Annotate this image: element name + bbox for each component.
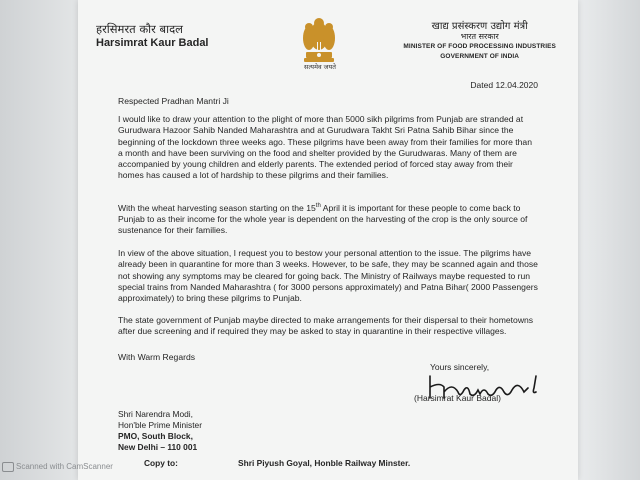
ordinal-suffix: th	[315, 203, 321, 209]
govt-hindi: भारत सरकार	[460, 32, 499, 41]
recipient-address	[118, 409, 202, 453]
letter-page	[78, 0, 578, 480]
office-header	[403, 22, 556, 62]
background-right	[570, 0, 640, 480]
sender-name-hindi: हरसिमरत कौर बादल	[96, 22, 183, 36]
paragraph-2-end: April it is important for these people to come back to Punjab to as their income for the whole year is dependent on the harvesting of the crop is the only source of sustenance for their families.	[118, 202, 528, 236]
letter-date: Dated 12.04.2020	[470, 80, 538, 90]
closing-regards: With Warm Regards	[118, 352, 196, 362]
office-hindi: खाद्य प्रसंस्करण उद्योग मंत्री	[431, 21, 528, 32]
salutation: Respected Pradhan Mantri Ji	[118, 96, 229, 106]
watermark-text: Scanned with CamScanner	[16, 462, 113, 472]
copy-to-label: Copy to:	[144, 458, 178, 468]
office-english: MINISTER OF FOOD PROCESSING INDUSTRIES	[403, 43, 556, 50]
scanner-watermark	[2, 462, 113, 472]
signatory-name: (Harsimrat Kaur Badal)	[414, 393, 501, 403]
yours-sincerely: Yours sincerely,	[430, 362, 490, 372]
paragraph-4	[118, 315, 538, 338]
recipient-line-3: PMO, South Block,	[118, 431, 193, 441]
copy-to-recipient: Shri Piyush Goyal, Honble Railway Minster.	[238, 458, 411, 468]
paragraph-2-start: With the wheat harvesting season starting on the 15	[118, 202, 316, 213]
background-left	[0, 0, 90, 480]
paragraph-3-text: In view of the above situation, I request you to bestow your personal attention to the issue. The pilgrims have already been in quarantine for more than 3 weeks. However, to be safe, they may be scanned again and those not showing any symptoms may be cleared for going back. The Ministry of Railways maybe requested to run special trains from Nanded Maharashtra ( for 3000 persons approximately) and Patna Bihar( 2000 Passengers approximately) to bring these pilgrims to Punjab.	[118, 248, 538, 304]
govt-english: GOVERNMENT OF INDIA	[440, 53, 520, 60]
paragraph-3	[118, 248, 538, 304]
sender-header	[96, 22, 209, 50]
camera-icon	[2, 462, 14, 472]
emblem-motto: सत्यमेव जयते	[304, 63, 336, 71]
recipient-line-2: Hon'ble Prime Minister	[118, 420, 202, 430]
paragraph-4-text: The state government of Punjab maybe directed to make arrangements for their dispersal to their hometowns after due screening and if required they may be asked to stay in quarantine in their respective villages.	[118, 315, 534, 337]
paragraph-1-text: I would like to draw your attention to the plight of more than 5000 sikh pilgrims from Punjab are stranded at Gurudwara Hazoor Sahib Nanded Maharashtra and at Gurudwara Takht Sri Patna Sahib Bihar since the beginning of the lockdown three weeks ago. These pilgrims have been away from their families for more than a month and have been surviving on the food and shelter provided by the Gurudwaras. Many of them are accompanied by young children and elderly parents. The extended period of forced stay away from their homes has caused a lot of hardship to these pilgrims and their families.	[118, 114, 532, 181]
recipient-line-4: New Delhi – 110 001	[118, 442, 198, 452]
paragraph-2	[118, 201, 538, 237]
paragraph-1	[118, 114, 538, 182]
sender-name-english: Harsimrat Kaur Badal	[96, 37, 209, 49]
recipient-line-1: Shri Narendra Modi,	[118, 409, 193, 419]
